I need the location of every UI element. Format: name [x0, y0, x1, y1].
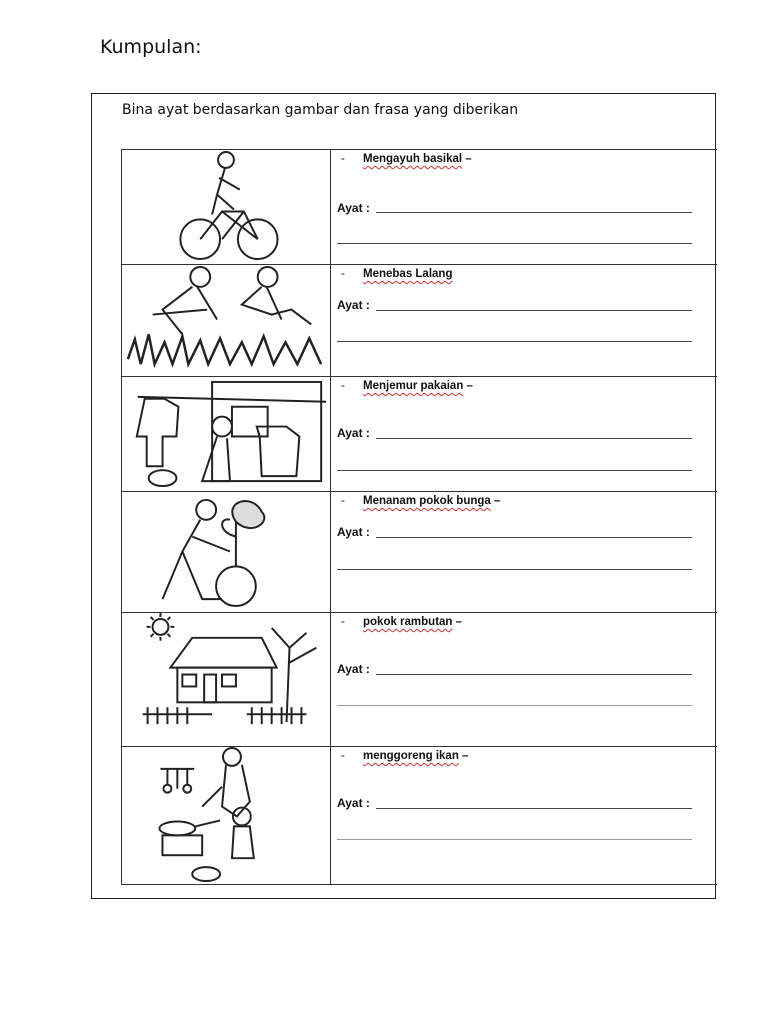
phrase-label: - Mengayuh basikal –	[341, 153, 472, 165]
exercise-row-1	[122, 150, 717, 265]
exercise-row-2	[122, 265, 717, 377]
answer-line[interactable]	[337, 457, 692, 471]
exercise-row-6	[122, 747, 717, 885]
exercise-row-5	[122, 613, 717, 747]
cyclist-icon	[122, 150, 331, 264]
planting-icon	[122, 492, 331, 612]
answer-line[interactable]	[376, 199, 692, 213]
ayat-label: Ayat :	[337, 796, 370, 810]
exercise-row-3	[122, 377, 717, 492]
ayat-label: Ayat :	[337, 426, 370, 440]
instruction-text: Bina ayat berdasarkan gambar dan frasa yang diberikan	[122, 102, 519, 118]
group-label: Kumpulan:	[100, 36, 202, 58]
answer-line[interactable]	[376, 524, 692, 538]
phrase-label: - Menebas Lalang	[341, 268, 453, 280]
phrase-label: - Menanam pokok bunga –	[341, 495, 501, 507]
answer-line[interactable]	[337, 826, 692, 840]
ayat-label: Ayat :	[337, 662, 370, 676]
answer-line[interactable]	[376, 425, 692, 439]
answer-line[interactable]	[337, 230, 692, 244]
frying-fish-icon	[122, 747, 331, 884]
cutting-grass-icon	[122, 265, 331, 376]
exercise-table	[121, 149, 717, 885]
answer-line[interactable]	[376, 297, 692, 311]
answer-line[interactable]	[337, 556, 692, 570]
ayat-label: Ayat :	[337, 525, 370, 539]
house-tree-icon	[122, 613, 331, 746]
answer-line[interactable]	[337, 328, 692, 342]
answer-line[interactable]	[376, 661, 692, 675]
phrase-label: - Menjemur pakaian –	[341, 380, 473, 392]
answer-line[interactable]	[376, 795, 692, 809]
phrase-label: - menggoreng ikan –	[341, 750, 469, 762]
answer-line[interactable]	[337, 692, 692, 706]
exercise-row-4	[122, 492, 717, 613]
ayat-label: Ayat :	[337, 298, 370, 312]
drying-clothes-icon	[122, 377, 331, 491]
ayat-label: Ayat :	[337, 201, 370, 215]
phrase-label: - pokok rambutan –	[341, 616, 463, 628]
